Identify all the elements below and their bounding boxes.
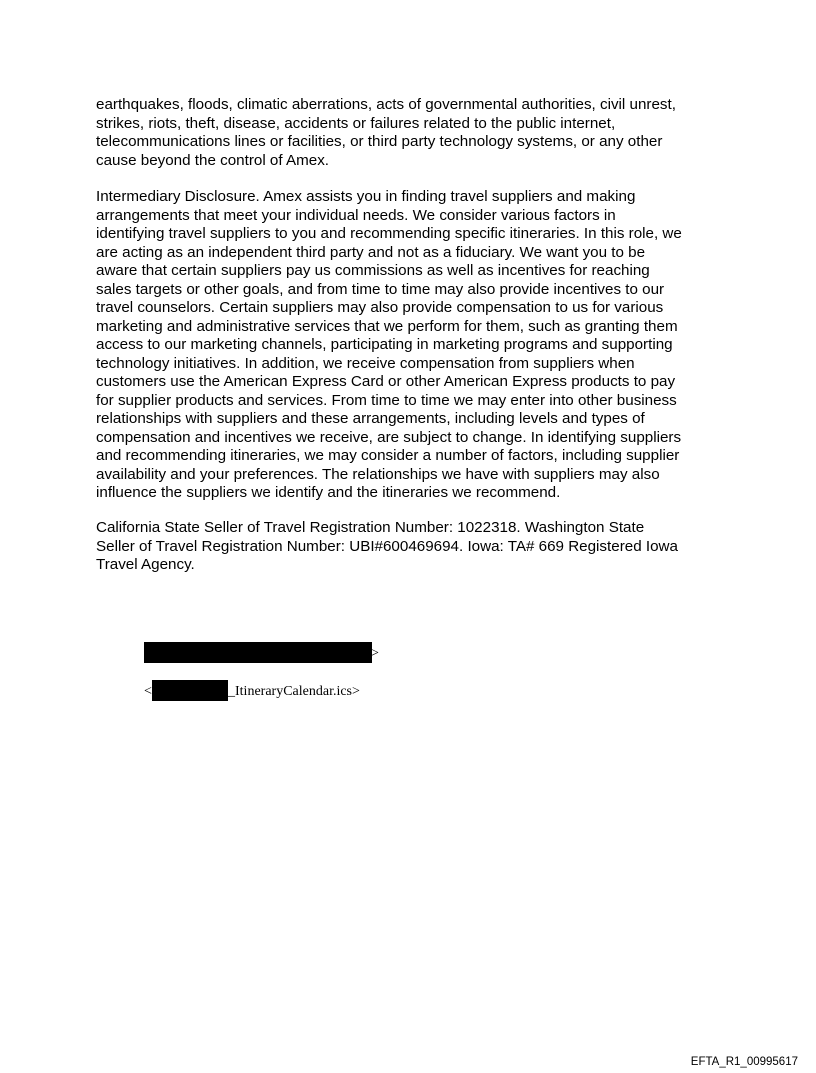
attachment-close-bracket: > xyxy=(371,646,379,661)
intermediary-disclosure-paragraph: Intermediary Disclosure. Amex assists you in finding travel suppliers and making arrangements that meet your individual needs. We consider various factors in identifying travel suppliers to you and recommending specific itineraries. In this role, we are acting as an independent third party and not as a fiduciary. We want you to be aware that certain suppliers pay us commissions as well as incentives for reaching sales targets or other goals, and from time to time may also provide incentives to our travel counselors. Certain suppliers may also provide compensation to us for various marketing and administrative services that we perform for them, such as granting them access to our marketing channels, participating in marketing programs and supporting technology initiatives. In addition, we receive compensation from suppliers when customers use the American Express Card or other American Express products to pay for supplier products and services. From time to time we may enter into other business relationships with suppliers and these arrangements, including levels and types of compensation and incentives we receive, are subject to change. In identifying suppliers and recommending itineraries, we may consider a number of factors, including supplier availability and your preferences. The relationships we have with suppliers may also influence the suppliers we identify and the itineraries we recommend. xyxy=(96,188,682,501)
attachment-filename[interactable]: _ItineraryCalendar.ics> xyxy=(228,684,360,699)
force-majeure-paragraph: earthquakes, floods, climatic aberrations, acts of governmental authorities, civil unrest, strikes, riots, theft, disease, accidents or failures related to the public internet, telecommunications lines or facilities, or third party technology systems, or any other cause beyond the control of Amex. xyxy=(96,96,676,169)
seller-of-travel-registration-paragraph: California State Seller of Travel Registration Number: 1022318. Washington State Seller of Travel Registration Number: UBI#600469694. Iowa: TA# 669 Registered Iowa Travel Agency. xyxy=(96,519,678,573)
attachment-open-bracket: < xyxy=(144,684,152,699)
redaction-block xyxy=(144,642,372,663)
document-bates-id: EFTA_R1_00995617 xyxy=(690,1056,798,1068)
redaction-block xyxy=(152,680,228,701)
